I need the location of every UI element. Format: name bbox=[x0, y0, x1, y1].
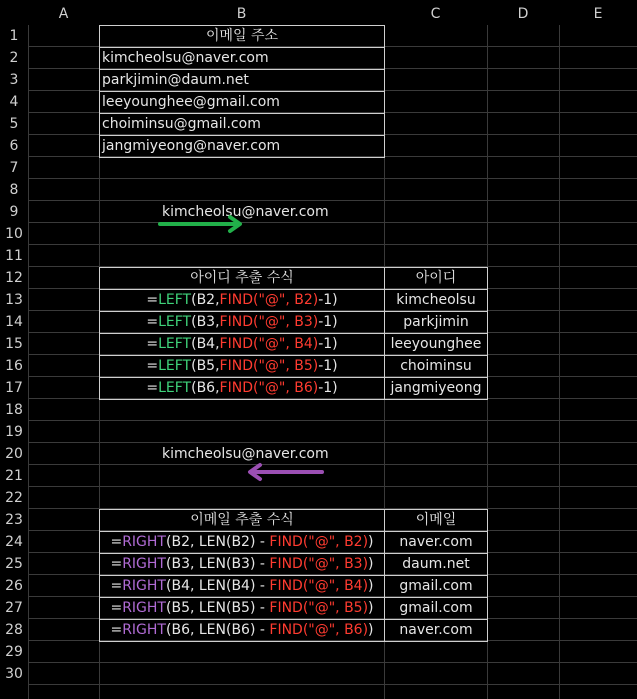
formula-part-fn2: FIND("@", B4) bbox=[219, 336, 319, 352]
row-header[interactable]: 6 bbox=[9, 138, 19, 154]
column-gridline bbox=[28, 25, 29, 699]
row-header[interactable]: 9 bbox=[9, 204, 19, 220]
result-cell[interactable]: parkjimin bbox=[384, 311, 488, 334]
row-gridline bbox=[28, 684, 637, 685]
result-cell[interactable]: leeyounghee bbox=[384, 333, 488, 356]
row-gridline bbox=[28, 486, 637, 487]
id-result-header[interactable]: 아이디 bbox=[384, 267, 488, 290]
formula-part-eq: = bbox=[110, 622, 123, 638]
row-header[interactable]: 25 bbox=[5, 556, 23, 572]
formula-cell[interactable] bbox=[99, 531, 385, 554]
row-header[interactable]: 17 bbox=[5, 380, 23, 396]
formula-part-arg: (B3, bbox=[191, 314, 220, 330]
row-header[interactable]: 26 bbox=[5, 578, 23, 594]
formula-cell[interactable] bbox=[99, 575, 385, 598]
formula-part-arg: (B3, LEN(B3) - bbox=[166, 556, 270, 572]
row-header[interactable]: 24 bbox=[5, 534, 23, 550]
column-header-c[interactable]: C bbox=[430, 6, 441, 22]
email-cell-b5[interactable]: choiminsu@gmail.com bbox=[99, 113, 385, 136]
row-header[interactable]: 19 bbox=[5, 424, 23, 440]
result-cell[interactable]: daum.net bbox=[384, 553, 488, 576]
formula-part-tail: ) bbox=[368, 556, 374, 572]
example-email-2: kimcheolsu@naver.com bbox=[162, 446, 329, 462]
formula-part-eq: = bbox=[146, 380, 159, 396]
formula-part-eq: = bbox=[146, 358, 159, 374]
row-gridline bbox=[28, 178, 637, 179]
formula-part-fn: LEFT bbox=[158, 292, 192, 308]
formula-part-fn: LEFT bbox=[158, 380, 192, 396]
formula-part-fn2: FIND("@", B6) bbox=[269, 622, 369, 638]
row-gridline bbox=[28, 420, 637, 421]
result-cell[interactable]: kimcheolsu bbox=[384, 289, 488, 312]
row-header[interactable]: 28 bbox=[5, 622, 23, 638]
result-cell[interactable]: choiminsu bbox=[384, 355, 488, 378]
formula-part-tail: ) bbox=[368, 578, 374, 594]
result-cell[interactable]: gmail.com bbox=[384, 597, 488, 620]
example-email-1: kimcheolsu@naver.com bbox=[162, 204, 329, 220]
formula-part-arg: (B2, bbox=[191, 292, 220, 308]
row-header[interactable]: 21 bbox=[5, 468, 23, 484]
row-gridline bbox=[28, 244, 637, 245]
email-cell-b2[interactable]: kimcheolsu@naver.com bbox=[99, 47, 385, 70]
formula-cell[interactable] bbox=[99, 377, 385, 400]
formula-cell[interactable] bbox=[99, 333, 385, 356]
formula-part-arg: (B4, bbox=[191, 336, 220, 352]
row-header[interactable]: 13 bbox=[5, 292, 23, 308]
formula-part-tail: -1) bbox=[318, 292, 338, 308]
email-cell-b4[interactable]: leeyounghee@gmail.com bbox=[99, 91, 385, 114]
column-header-e[interactable]: E bbox=[593, 6, 603, 22]
formula-part-tail: ) bbox=[368, 622, 374, 638]
formula-part-fn2: FIND("@", B5) bbox=[219, 358, 319, 374]
formula-part-fn: RIGHT bbox=[122, 578, 166, 594]
formula-part-fn: RIGHT bbox=[122, 556, 166, 572]
result-cell[interactable]: naver.com bbox=[384, 619, 488, 642]
formula-part-fn: RIGHT bbox=[122, 622, 166, 638]
formula-part-tail: -1) bbox=[318, 336, 338, 352]
right-arrow-icon bbox=[158, 214, 248, 234]
row-header[interactable]: 30 bbox=[5, 666, 23, 682]
row-header[interactable]: 16 bbox=[5, 358, 23, 374]
email-cell-b6[interactable]: jangmiyeong@naver.com bbox=[99, 135, 385, 158]
formula-cell[interactable] bbox=[99, 619, 385, 642]
formula-part-eq: = bbox=[110, 534, 123, 550]
row-header[interactable]: 12 bbox=[5, 270, 23, 286]
formula-part-fn: RIGHT bbox=[122, 534, 166, 550]
formula-part-tail: -1) bbox=[318, 358, 338, 374]
column-gridline bbox=[559, 25, 560, 699]
row-header[interactable]: 4 bbox=[9, 94, 19, 110]
formula-part-eq: = bbox=[146, 314, 159, 330]
formula-part-arg: (B2, LEN(B2) - bbox=[166, 534, 270, 550]
row-header[interactable]: 18 bbox=[5, 402, 23, 418]
row-header[interactable]: 10 bbox=[5, 226, 23, 242]
formula-part-eq: = bbox=[110, 578, 123, 594]
formula-part-arg: (B5, LEN(B5) - bbox=[166, 600, 270, 616]
email-cell-b3[interactable]: parkjimin@daum.net bbox=[99, 69, 385, 92]
row-gridline bbox=[28, 464, 637, 465]
formula-part-arg: (B6, LEN(B6) - bbox=[166, 622, 270, 638]
column-header-d[interactable]: D bbox=[517, 6, 529, 22]
formula-part-arg: (B6, bbox=[191, 380, 220, 396]
row-gridline bbox=[28, 222, 637, 223]
formula-part-tail: ) bbox=[368, 534, 374, 550]
id-formula-header[interactable]: 아이디 추출 수식 bbox=[99, 267, 385, 290]
row-header[interactable]: 15 bbox=[5, 336, 23, 352]
formula-part-fn2: FIND("@", B2) bbox=[269, 534, 369, 550]
row-header[interactable]: 20 bbox=[5, 446, 23, 462]
column-header-a[interactable]: A bbox=[58, 6, 69, 22]
formula-part-fn: RIGHT bbox=[122, 600, 166, 616]
formula-part-eq: = bbox=[110, 600, 123, 616]
formula-part-fn2: FIND("@", B6) bbox=[219, 380, 319, 396]
formula-part-eq: = bbox=[146, 292, 159, 308]
row-header[interactable]: 27 bbox=[5, 600, 23, 616]
row-header[interactable]: 8 bbox=[9, 182, 19, 198]
row-header[interactable]: 14 bbox=[5, 314, 23, 330]
formula-cell[interactable] bbox=[99, 311, 385, 334]
formula-part-arg: (B5, bbox=[191, 358, 220, 374]
row-header[interactable]: 22 bbox=[5, 490, 23, 506]
formula-cell[interactable] bbox=[99, 553, 385, 576]
row-header[interactable]: 29 bbox=[5, 644, 23, 660]
row-header[interactable]: 7 bbox=[9, 160, 19, 176]
formula-part-fn2: FIND("@", B4) bbox=[269, 578, 369, 594]
formula-part-tail: ) bbox=[368, 600, 374, 616]
column-header-b[interactable]: B bbox=[236, 6, 247, 22]
formula-part-fn: LEFT bbox=[158, 314, 192, 330]
formula-cell[interactable] bbox=[99, 597, 385, 620]
row-header[interactable]: 23 bbox=[5, 512, 23, 528]
formula-part-eq: = bbox=[146, 336, 159, 352]
row-header[interactable]: 3 bbox=[9, 72, 19, 88]
formula-cell[interactable] bbox=[99, 289, 385, 312]
domain-result-header[interactable]: 이메일 bbox=[384, 509, 488, 532]
result-cell[interactable]: jangmiyeong bbox=[384, 377, 488, 400]
formula-part-fn: LEFT bbox=[158, 336, 192, 352]
row-header[interactable]: 5 bbox=[9, 116, 19, 132]
formula-part-fn2: FIND("@", B3) bbox=[219, 314, 319, 330]
formula-cell[interactable] bbox=[99, 355, 385, 378]
domain-formula-header[interactable]: 이메일 추출 수식 bbox=[99, 509, 385, 532]
result-cell[interactable]: naver.com bbox=[384, 531, 488, 554]
row-gridline bbox=[28, 200, 637, 201]
formula-part-eq: = bbox=[110, 556, 123, 572]
row-header[interactable]: 11 bbox=[5, 248, 23, 264]
left-arrow-icon bbox=[244, 462, 328, 482]
formula-part-fn2: FIND("@", B5) bbox=[269, 600, 369, 616]
row-header[interactable]: 1 bbox=[9, 28, 19, 44]
formula-part-fn2: FIND("@", B2) bbox=[219, 292, 319, 308]
formula-part-arg: (B4, LEN(B4) - bbox=[166, 578, 270, 594]
row-header[interactable]: 2 bbox=[9, 50, 19, 66]
formula-part-tail: -1) bbox=[318, 380, 338, 396]
formula-part-fn: LEFT bbox=[158, 358, 192, 374]
formula-part-tail: -1) bbox=[318, 314, 338, 330]
formula-part-fn2: FIND("@", B3) bbox=[269, 556, 369, 572]
email-table-header[interactable]: 이메일 주소 bbox=[99, 25, 385, 48]
row-gridline bbox=[28, 662, 637, 663]
result-cell[interactable]: gmail.com bbox=[384, 575, 488, 598]
row-gridline bbox=[28, 442, 637, 443]
